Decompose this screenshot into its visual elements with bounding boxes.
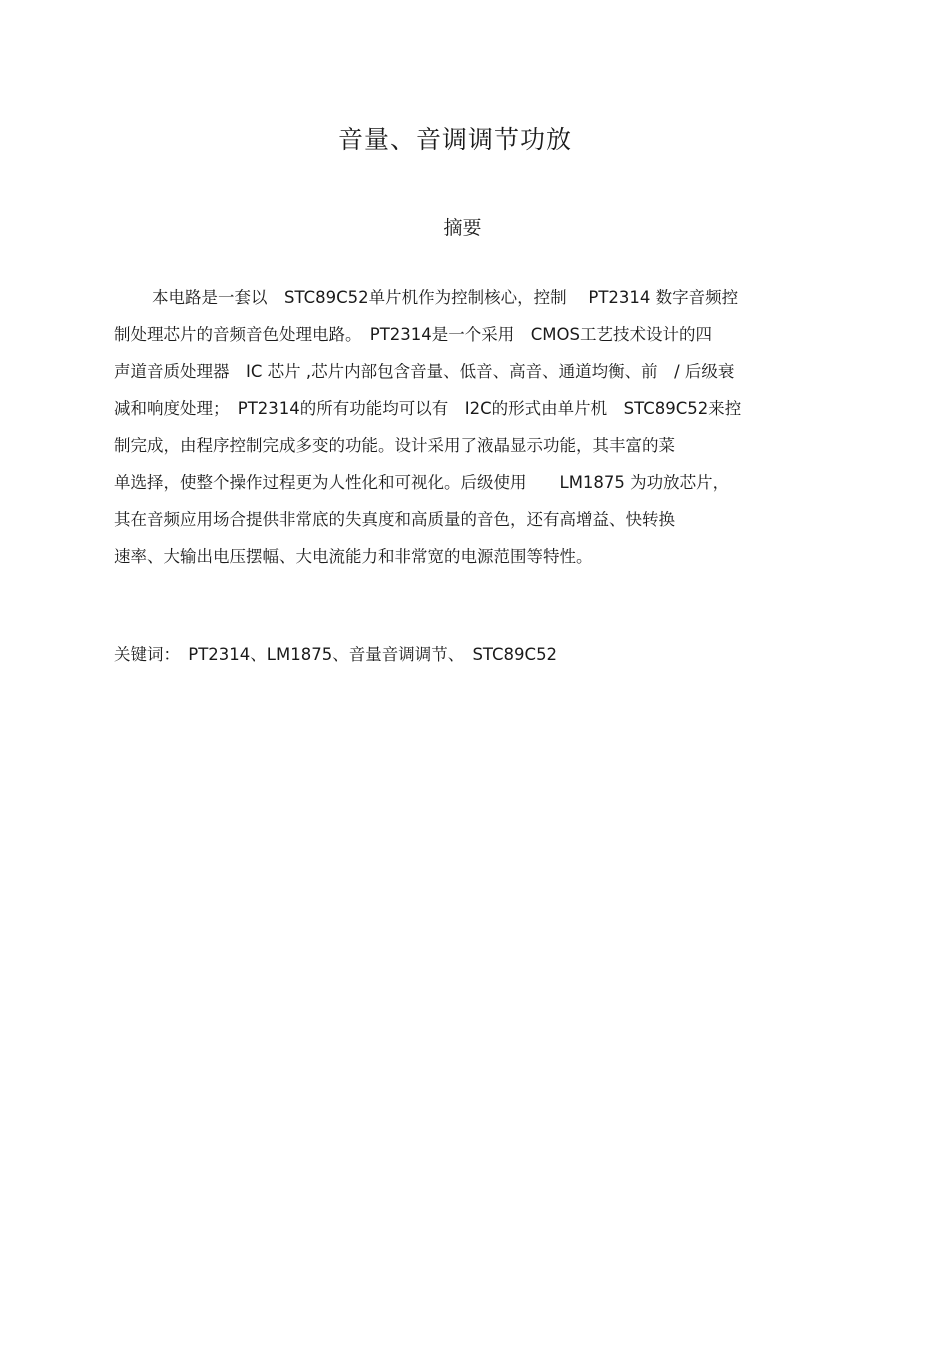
abstract-line: 制处理芯片的音频音色处理电路。 PT2314是一个采用 CMOS工艺技术设计的四 <box>114 325 712 344</box>
abstract-line: 单选择，使整个操作过程更为人性化和可视化。后级使用 LM1875 为功放芯片， <box>114 473 730 492</box>
keywords-label: 关键词： <box>114 645 172 664</box>
keywords-line <box>114 640 557 670</box>
keywords-text: PT2314、LM1875、音量音调调节、 STC89C52 <box>171 645 558 664</box>
document-title: 音量、音调调节功放 <box>337 125 572 154</box>
abstract-line: 制完成，由程序控制完成多变的功能。设计采用了液晶显示功能，其丰富的菜 <box>114 436 675 455</box>
abstract-line: 其在音频应用场合提供非常底的失真度和高质量的音色，还有高增益、快转换 <box>114 510 675 529</box>
abstract-line: 速率、大输出电压摆幅、大电流能力和非常宽的电源范围等特性。 <box>114 547 593 566</box>
abstract-line: 声道音质处理器 IC 芯片 ,芯片内部包含音量、低音、高音、通道均衡、前 / 后级衰 <box>114 362 735 381</box>
abstract-line: 减和响度处理； PT2314的所有功能均可以有 I2C的形式由单片机 STC89C52来控 <box>114 399 742 418</box>
abstract-line: 本电路是一套以 STC89C52单片机作为控制核心，控制 PT2314 数字音频控 <box>152 288 739 307</box>
abstract-body <box>114 283 794 579</box>
abstract-heading: 摘要 <box>443 217 482 239</box>
